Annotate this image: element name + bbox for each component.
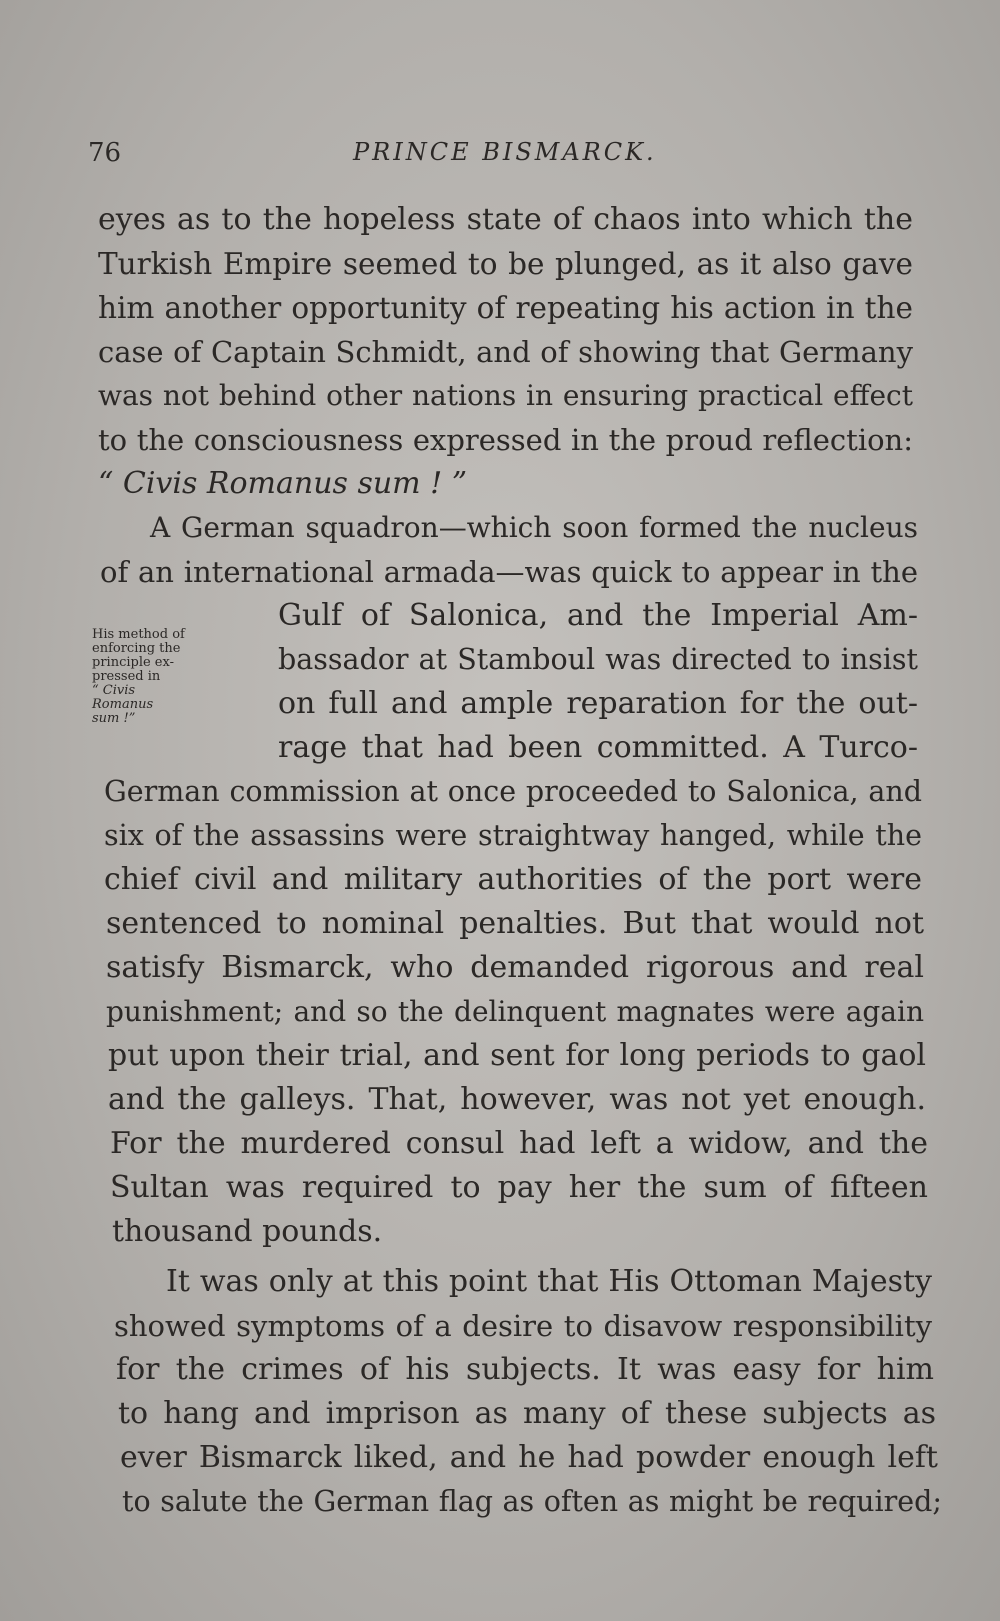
text-line: sentenced to nominal penalties. But that would not (106, 906, 924, 941)
text-line: Turkish Empire seemed to be plunged, as it also gave (98, 247, 913, 281)
text-line: of an international armada—was quick to appear in the (100, 555, 918, 589)
text-line: to salute the German flag as often as might be required; (122, 1485, 942, 1518)
margin-note-line: Romanus (92, 697, 154, 712)
text-line: German commission at once proceeded to Salonica, and (104, 775, 922, 808)
text-line: “ Civis Romanus sum ! ” (98, 466, 468, 501)
text-line: Gulf of Salonica, and the Imperial Am- (278, 598, 918, 633)
text-line: him another opportunity of repeating his action in the (98, 291, 913, 325)
text-line: chief civil and military authorities of the port were (104, 862, 922, 897)
text-line: for the crimes of his subjects. It was easy for him (116, 1352, 934, 1387)
text-line: case of Captain Schmidt, and of showing that Germany (98, 335, 913, 369)
margin-note-line: pressed in (92, 669, 161, 684)
text-line: bassador at Stamboul was directed to insist (278, 643, 918, 676)
text-line: satisfy Bismarck, who demanded rigorous and real (106, 950, 924, 985)
margin-note-line: sum !” (92, 711, 136, 726)
margin-note-line: His method of (92, 627, 185, 642)
text-line: showed symptoms of a desire to disavow responsibility (114, 1309, 932, 1343)
text-line: to the consciousness expressed in the proud reflection: (98, 423, 913, 457)
text-line: Sultan was required to pay her the sum of fifteen (110, 1170, 928, 1205)
text-line: rage that had been committed. A Turco- (278, 730, 918, 765)
text-line: eyes as to the hopeless state of chaos into which the (98, 202, 913, 237)
page-header (88, 128, 918, 178)
text-line: was not behind other nations in ensuring practical effect (98, 379, 913, 412)
text-line: ever Bismarck liked, and he had powder enough left (120, 1440, 938, 1475)
text-line: put upon their trial, and sent for long periods to gaol (108, 1038, 926, 1073)
running-head: PRINCE BISMARCK. (353, 138, 657, 166)
margin-note-line: enforcing the (92, 641, 181, 656)
text-line: For the murdered consul had left a widow, and the (110, 1126, 928, 1161)
text-line: six of the assassins were straightway hanged, while the (104, 819, 922, 852)
text-line: to hang and imprison as many of these subjects as (118, 1396, 936, 1431)
text-line: A German squadron—which soon formed the nucleus (150, 511, 918, 544)
text-line: punishment; and so the delinquent magnates were again (106, 995, 924, 1028)
margin-note (92, 628, 252, 726)
text-line: and the galleys. That, however, was not yet enough. (108, 1082, 926, 1117)
margin-note-line: principle ex- (92, 655, 174, 670)
text-line: on full and ample reparation for the out- (278, 686, 918, 721)
text-line: thousand pounds. (112, 1214, 383, 1249)
page-number: 76 (88, 138, 122, 168)
text-line: It was only at this point that His Ottoman Majesty (166, 1264, 932, 1299)
margin-note-line: “ Civis (92, 683, 136, 698)
